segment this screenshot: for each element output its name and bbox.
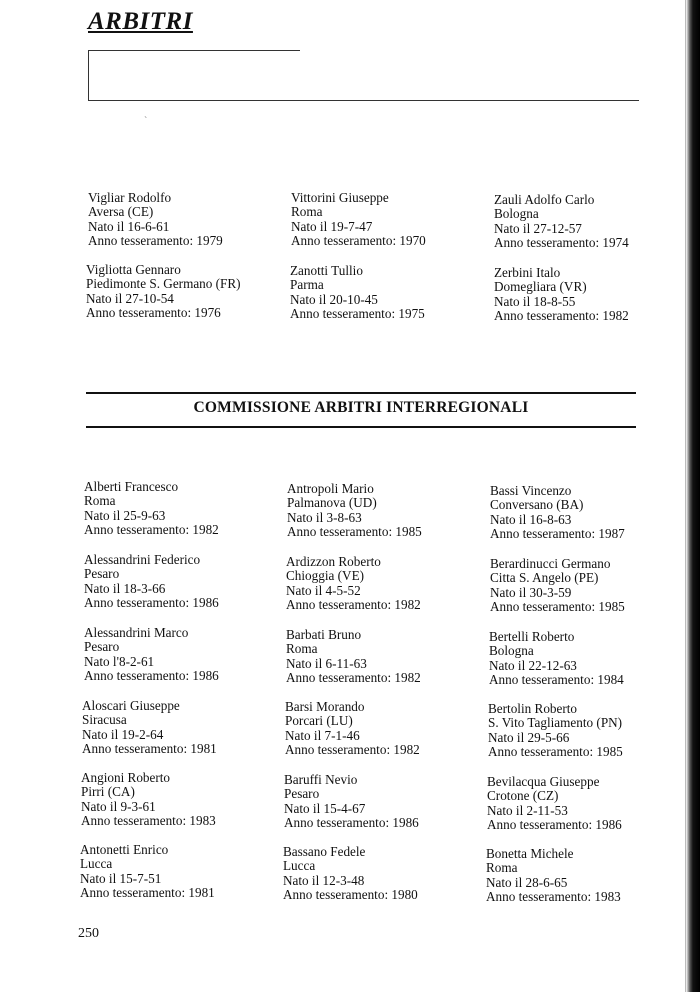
referee-name: Bevilacqua Giuseppe	[487, 774, 600, 789]
referee-entry	[487, 775, 687, 832]
referee-place: Pesaro	[84, 639, 120, 655]
page-number: 250	[78, 926, 99, 941]
referee-birth: Nato il 15-4-67	[284, 800, 366, 816]
referee-place: Pirri (CA)	[81, 784, 135, 800]
referee-name: Bonetta Michele	[486, 846, 574, 861]
referee-year: Anno tesseramento: 1987	[490, 525, 625, 541]
referee-entry	[84, 480, 284, 537]
referee-name: Angioni Roberto	[81, 770, 171, 785]
referee-year: Anno tesseramento: 1985	[488, 743, 623, 759]
referee-birth: Nato il 29-5-66	[488, 729, 570, 745]
referee-birth: Nato il 3-8-63	[287, 509, 362, 525]
referee-entry	[287, 482, 487, 539]
referee-place: Lucca	[80, 856, 113, 872]
referee-year: Anno tesseramento: 1981	[80, 884, 215, 900]
referee-year: Anno tesseramento: 1982	[84, 521, 219, 537]
referee-birth: Nato il 2-11-53	[487, 802, 568, 818]
referee-name: Vigliotta Gennaro	[86, 262, 181, 277]
referee-entry	[284, 773, 484, 830]
referee-place: Roma	[486, 860, 518, 876]
referee-year: Anno tesseramento: 1979	[88, 232, 223, 248]
section-title: COMMISSIONE ARBITRI INTERREGIONALI	[193, 399, 529, 416]
referee-birth: Nato il 30-3-59	[490, 584, 572, 600]
referee-entry	[84, 626, 284, 683]
referee-name: Bertolin Roberto	[488, 701, 578, 716]
referee-entry	[488, 702, 688, 759]
referee-place: Conversano (BA)	[490, 497, 584, 513]
referee-place: Aversa (CE)	[88, 204, 154, 220]
referee-birth: Nato l'8-2-61	[84, 653, 155, 669]
referee-year: Anno tesseramento: 1982	[286, 669, 421, 685]
referee-place: S. Vito Tagliamento (PN)	[488, 715, 623, 731]
referee-name: Bassano Fedele	[283, 844, 366, 859]
book-binding-shadow	[686, 0, 700, 992]
referee-place: Domegliara (VR)	[494, 279, 587, 295]
referee-birth: Nato il 6-11-63	[286, 655, 367, 671]
referee-entry	[490, 484, 690, 541]
referee-place: Bologna	[489, 643, 534, 659]
referee-entry	[489, 630, 689, 687]
referee-year: Anno tesseramento: 1986	[284, 814, 419, 830]
section-rule-bottom	[86, 426, 636, 428]
referee-name: Vigliar Rodolfo	[88, 190, 172, 205]
page-title: ARBITRI	[88, 8, 193, 35]
referee-entry	[285, 700, 485, 757]
referee-place: Porcari (LU)	[285, 713, 353, 729]
referee-entry	[81, 771, 281, 828]
referee-birth: Nato il 18-8-55	[494, 293, 576, 309]
referee-entry	[283, 845, 483, 902]
referee-year: Anno tesseramento: 1982	[286, 596, 421, 612]
referee-place: Bologna	[494, 206, 539, 222]
section-rule-top	[86, 392, 636, 394]
referee-birth: Nato il 27-10-54	[86, 290, 174, 306]
referee-entry	[86, 263, 286, 320]
referee-place: Crotone (CZ)	[487, 788, 559, 804]
referee-birth: Nato il 16-6-61	[88, 218, 170, 234]
stray-mark: ˋ	[144, 116, 148, 127]
referee-year: Anno tesseramento: 1986	[84, 667, 219, 683]
referee-name: Berardinucci Germano	[490, 556, 611, 571]
referee-name: Barbati Bruno	[286, 627, 362, 642]
referee-place: Siracusa	[82, 712, 127, 728]
referee-place: Roma	[286, 641, 318, 657]
referee-birth: Nato il 7-1-46	[285, 727, 360, 743]
referee-year: Anno tesseramento: 1983	[81, 812, 216, 828]
referee-entry	[286, 628, 486, 685]
referee-name: Alessandrini Marco	[84, 625, 189, 640]
referee-entry	[486, 847, 686, 904]
referee-place: Roma	[291, 204, 323, 220]
referee-entry	[84, 553, 284, 610]
referee-name: Antropoli Mario	[287, 481, 374, 496]
referee-name: Zauli Adolfo Carlo	[494, 192, 595, 207]
referee-year: Anno tesseramento: 1985	[490, 598, 625, 614]
header-box	[88, 50, 639, 101]
referee-entry	[286, 555, 486, 612]
referee-entry	[290, 264, 490, 321]
referee-birth: Nato il 20-10-45	[290, 291, 378, 307]
referee-entry	[494, 266, 694, 323]
referee-name: Alessandrini Federico	[84, 552, 201, 567]
referee-year: Anno tesseramento: 1986	[84, 594, 219, 610]
referee-place: Pesaro	[84, 566, 120, 582]
referee-year: Anno tesseramento: 1976	[86, 304, 221, 320]
referee-birth: Nato il 28-6-65	[486, 874, 568, 890]
referee-place: Lucca	[283, 858, 316, 874]
referee-place: Parma	[290, 277, 324, 293]
referee-birth: Nato il 15-7-51	[80, 870, 162, 886]
referee-entry	[80, 843, 280, 900]
referee-birth: Nato il 12-3-48	[283, 872, 365, 888]
referee-birth: Nato il 22-12-63	[489, 657, 577, 673]
referee-entry	[490, 557, 690, 614]
referee-name: Baruffi Nevio	[284, 772, 358, 787]
referee-birth: Nato il 16-8-63	[490, 511, 572, 527]
referee-name: Bertelli Roberto	[489, 629, 575, 644]
referee-year: Anno tesseramento: 1974	[494, 234, 629, 250]
referee-name: Zerbini Italo	[494, 265, 561, 280]
referee-year: Anno tesseramento: 1980	[283, 886, 418, 902]
referee-name: Ardizzon Roberto	[286, 554, 381, 569]
referee-year: Anno tesseramento: 1982	[494, 307, 629, 323]
referee-birth: Nato il 27-12-57	[494, 220, 582, 236]
referee-year: Anno tesseramento: 1985	[287, 523, 422, 539]
referee-birth: Nato il 4-5-52	[286, 582, 361, 598]
referee-year: Anno tesseramento: 1981	[82, 740, 217, 756]
referee-birth: Nato il 9-3-61	[81, 798, 156, 814]
referee-place: Citta S. Angelo (PE)	[490, 570, 599, 586]
referee-name: Vittorini Giuseppe	[291, 190, 389, 205]
referee-place: Pesaro	[284, 786, 320, 802]
referee-year: Anno tesseramento: 1986	[487, 816, 622, 832]
referee-name: Alberti Francesco	[84, 479, 179, 494]
referee-birth: Nato il 19-7-47	[291, 218, 373, 234]
referee-year: Anno tesseramento: 1975	[290, 305, 425, 321]
referee-year: Anno tesseramento: 1984	[489, 671, 624, 687]
referee-entry	[494, 193, 694, 250]
referee-birth: Nato il 25-9-63	[84, 507, 166, 523]
referee-place: Roma	[84, 493, 116, 509]
referee-year: Anno tesseramento: 1983	[486, 888, 621, 904]
referee-place: Piedimonte S. Germano (FR)	[86, 276, 241, 292]
referee-name: Antonetti Enrico	[80, 842, 169, 857]
referee-entry	[291, 191, 491, 248]
referee-place: Palmanova (UD)	[287, 495, 377, 511]
referee-entry	[88, 191, 288, 248]
referee-name: Aloscari Giuseppe	[82, 698, 180, 713]
referee-place: Chioggia (VE)	[286, 568, 365, 584]
referee-entry	[82, 699, 282, 756]
referee-name: Barsi Morando	[285, 699, 365, 714]
referee-year: Anno tesseramento: 1982	[285, 741, 420, 757]
referee-name: Zanotti Tullio	[290, 263, 363, 278]
referee-birth: Nato il 18-3-66	[84, 580, 166, 596]
referee-name: Bassi Vincenzo	[490, 483, 572, 498]
referee-year: Anno tesseramento: 1970	[291, 232, 426, 248]
referee-birth: Nato il 19-2-64	[82, 726, 164, 742]
